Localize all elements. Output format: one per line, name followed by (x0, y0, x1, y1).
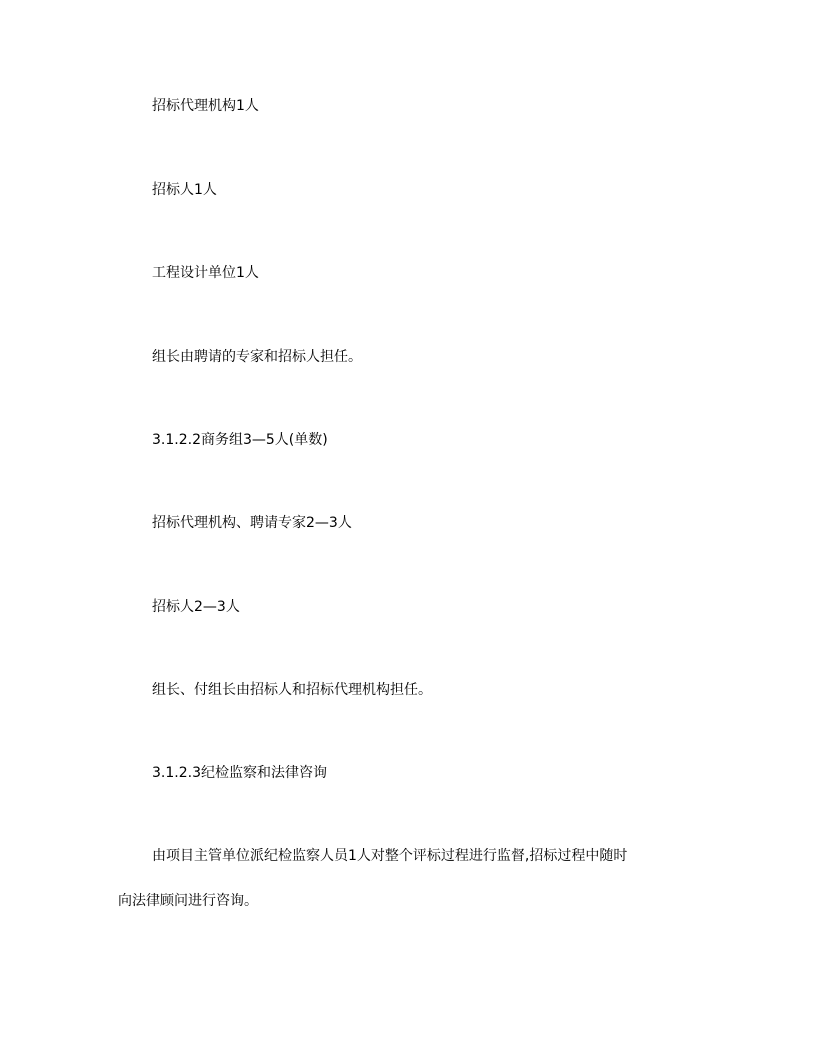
text-line-team-leader: 组长由聘请的专家和招标人担任。 (152, 349, 362, 365)
text-line-bidding-agency: 招标代理机构1人 (152, 98, 259, 114)
text-line-tenderer-count: 招标人2—3人 (152, 599, 240, 615)
paragraph-line-2: 向法律顾问进行咨询。 (118, 893, 258, 909)
paragraph-line-1: 由项目主管单位派纪检监察人员1人对整个评标过程进行监督,招标过程中随时 (152, 848, 628, 864)
text-line-design-unit: 工程设计单位1人 (152, 265, 259, 281)
paragraph-supervision (118, 846, 700, 911)
section-heading-discipline-legal: 3.1.2.3纪检监察和法律咨询 (152, 765, 327, 781)
section-heading-commercial-group: 3.1.2.2商务组3—5人(单数) (152, 432, 328, 448)
text-line-agency-experts: 招标代理机构、聘请专家2—3人 (152, 515, 352, 531)
text-line-tenderer: 招标人1人 (152, 182, 217, 198)
text-line-deputy-leader: 组长、付组长由招标人和招标代理机构担任。 (152, 682, 432, 698)
